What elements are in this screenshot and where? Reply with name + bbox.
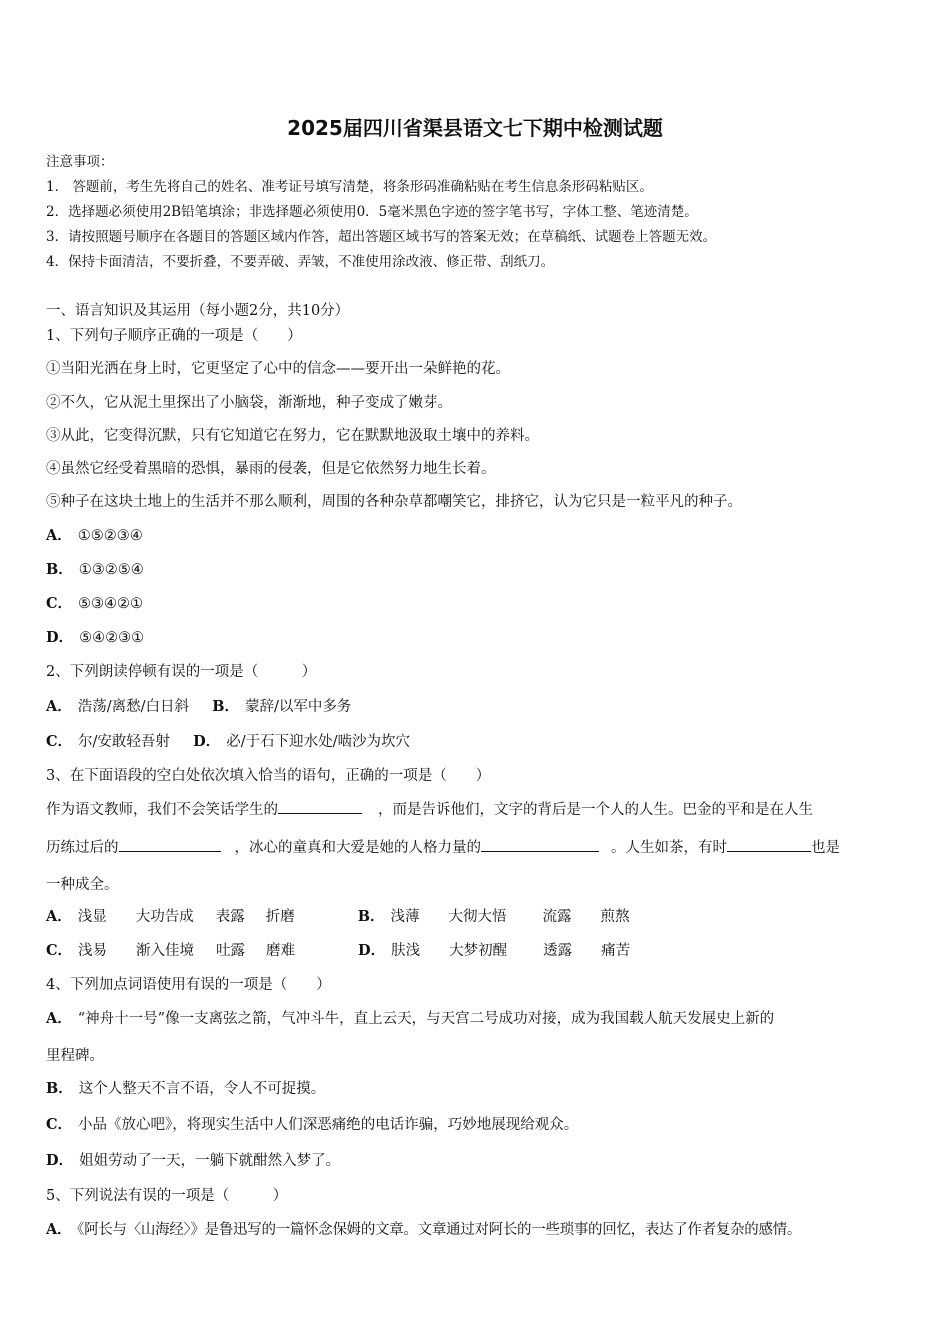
q2-options-ab (46, 697, 351, 717)
passage-text: 作为语文教师，我们不会笑话学生的 (46, 802, 278, 818)
option-word: 大功告成 (135, 909, 194, 925)
q1-sentence-4: ④虽然它经受着黑暗的恐惧，暴雨的侵袭，但是它依然努力地生长着。 (46, 461, 496, 477)
q1-sentence-1: ①当阳光洒在身上时，它更坚定了心中的信念——要开出一朵鲜艳的花。 (46, 361, 510, 377)
q1-sentence-2: ②不久，它从泥土里探出了小脑袋，渐渐地，种子变成了嫩芽。 (46, 395, 452, 411)
option-word: 折磨 (265, 909, 295, 925)
q1-option-c (46, 594, 143, 614)
option-text: 姐姐劳动了一天，一躺下就酣然入梦了。 (79, 1153, 341, 1169)
option-word: 浅显 (77, 909, 107, 925)
option-text: ①③②⑤④ (78, 562, 144, 578)
option-text: 尔/安敢轻吾射 (78, 734, 170, 750)
option-text: ⑤④②③① (79, 630, 145, 646)
option-label: B． (212, 698, 240, 715)
fill-blank (727, 837, 811, 852)
option-text: 《阿长与〈山海经〉》是鲁迅写的一篇怀念保姆的文章。文章通过对阿长的一些琐事的回忆，表达了作者复杂的感情。 (77, 1222, 802, 1238)
option-label: B． (46, 1080, 73, 1097)
q5-option-a (46, 1220, 801, 1240)
option-word: 磨难 (266, 943, 296, 959)
q3-options-cd (46, 941, 630, 961)
option-text: “神舟十一号”像一支离弦之箭，气冲斗牛，直上云天，与天宫二号成功对接，成为我国载人航天发展史上新的 (77, 1011, 775, 1027)
option-label: D． (358, 942, 386, 959)
q4-option-a-line-1 (46, 1009, 774, 1029)
notice-heading: 注意事项： (46, 154, 114, 170)
option-word: 煎熬 (600, 909, 630, 925)
option-text: 浩荡/离愁/白日斜 (77, 699, 190, 715)
q4-option-b (46, 1079, 325, 1099)
option-word: 大彻大悟 (448, 909, 507, 925)
option-label: A． (46, 1221, 72, 1238)
q2-options-cd (46, 732, 410, 752)
notice-item-3: 3．请按照题号顺序在各题目的答题区域内作答，超出答题区域书写的答案无效；在草稿纸、试题卷上答题无效。 (46, 229, 717, 245)
q2-stem: 2、下列朗读停顿有误的一项是（ ） (46, 664, 317, 680)
option-label: B． (357, 908, 385, 925)
option-word: 浅易 (78, 943, 108, 959)
section-heading: 一、语言知识及其运用（每小题2分，共10分） (46, 303, 350, 319)
notice-item-4: 4．保持卡面清洁，不要折叠，不要弄破、弄皱，不准使用涂改液、修正带、刮纸刀。 (46, 254, 555, 270)
option-word: 渐入佳境 (136, 943, 195, 959)
q1-sentence-3: ③从此，它变得沉默，只有它知道它在努力，它在默默地汲取土壤中的养料。 (46, 428, 539, 444)
option-word: 吐露 (216, 943, 246, 959)
fill-blank (119, 837, 221, 852)
q3-options-ab (46, 907, 630, 927)
exam-title: 2025届四川省渠县语文七下期中检测试题 (287, 116, 663, 140)
passage-text: 。人生如茶，有时 (611, 840, 727, 856)
option-label: A． (46, 527, 72, 544)
q3-passage-line-2 (46, 837, 840, 858)
option-text: ①⑤②③④ (77, 528, 143, 544)
option-text: 必/于石下迎水处/啮沙为坎穴 (226, 734, 411, 750)
q3-passage-line-1 (46, 799, 813, 820)
option-label: A． (46, 908, 72, 925)
option-label: D． (46, 629, 74, 646)
q4-option-a-line-2: 里程碑。 (46, 1048, 104, 1064)
option-word: 流露 (542, 909, 572, 925)
q1-stem: 1、下列句子顺序正确的一项是（ ） (46, 328, 302, 344)
q4-option-d (46, 1151, 340, 1171)
option-label: B． (46, 561, 73, 578)
option-text: 蒙辞/以军中多务 (245, 699, 352, 715)
q1-sentence-5: ⑤种子在这块土地上的生活并不那么顺利，周围的各种杂草都嘲笑它，排挤它，认为它只是一粒平凡的种子。 (46, 494, 742, 510)
passage-text: 也是 (811, 840, 840, 856)
option-word: 表露 (215, 909, 245, 925)
q4-option-c (46, 1115, 578, 1135)
q3-stem: 3、在下面语段的空白处依次填入恰当的语句，正确的一项是（ ） (46, 768, 491, 784)
q1-option-d (46, 628, 144, 648)
q1-option-a (46, 526, 143, 546)
option-word: 浅薄 (390, 909, 420, 925)
option-text: ⑤③④②① (78, 596, 144, 612)
option-label: C． (46, 595, 73, 612)
fill-blank (481, 837, 599, 852)
q1-option-b (46, 560, 144, 580)
option-label: C． (46, 733, 73, 750)
option-label: A． (46, 1010, 72, 1027)
notice-item-2: 2．选择题必须使用2B铅笔填涂；非选择题必须使用0．5毫米黑色字迹的签字笔书写，字体工整、笔迹清楚。 (46, 204, 698, 220)
option-label: C． (46, 1116, 73, 1133)
option-word: 透露 (543, 943, 573, 959)
q5-stem: 5、下列说法有误的一项是（ ） (46, 1188, 288, 1204)
option-word: 肤浅 (391, 943, 421, 959)
q3-passage-line-3: 一种成全。 (46, 877, 119, 893)
option-label: D． (193, 733, 221, 750)
passage-text: ，而是告诉他们，文字的背后是一个人的人生。巴金的平和是在人生 (378, 802, 813, 818)
option-label: C． (46, 942, 73, 959)
option-word: 大梦初醒 (449, 943, 508, 959)
notice-item-1: 1． 答题前，考生先将自己的姓名、准考证号填写清楚，将条形码准确粘贴在考生信息条形码粘贴区。 (46, 179, 653, 195)
fill-blank (278, 799, 362, 814)
option-text: 小品《放心吧》，将现实生活中人们深恶痛绝的电话诈骗，巧妙地展现给观众。 (78, 1117, 579, 1133)
passage-text: 历练过后的 (46, 840, 119, 856)
option-label: D． (46, 1152, 74, 1169)
passage-text: ，冰心的童真和大爱是她的人格力量的 (234, 840, 481, 856)
option-label: A． (46, 698, 72, 715)
option-text: 这个人整天不言不语，令人不可捉摸。 (78, 1081, 326, 1097)
q4-stem: 4、下列加点词语使用有误的一项是（ ） (46, 977, 331, 993)
option-word: 痛苦 (601, 943, 631, 959)
